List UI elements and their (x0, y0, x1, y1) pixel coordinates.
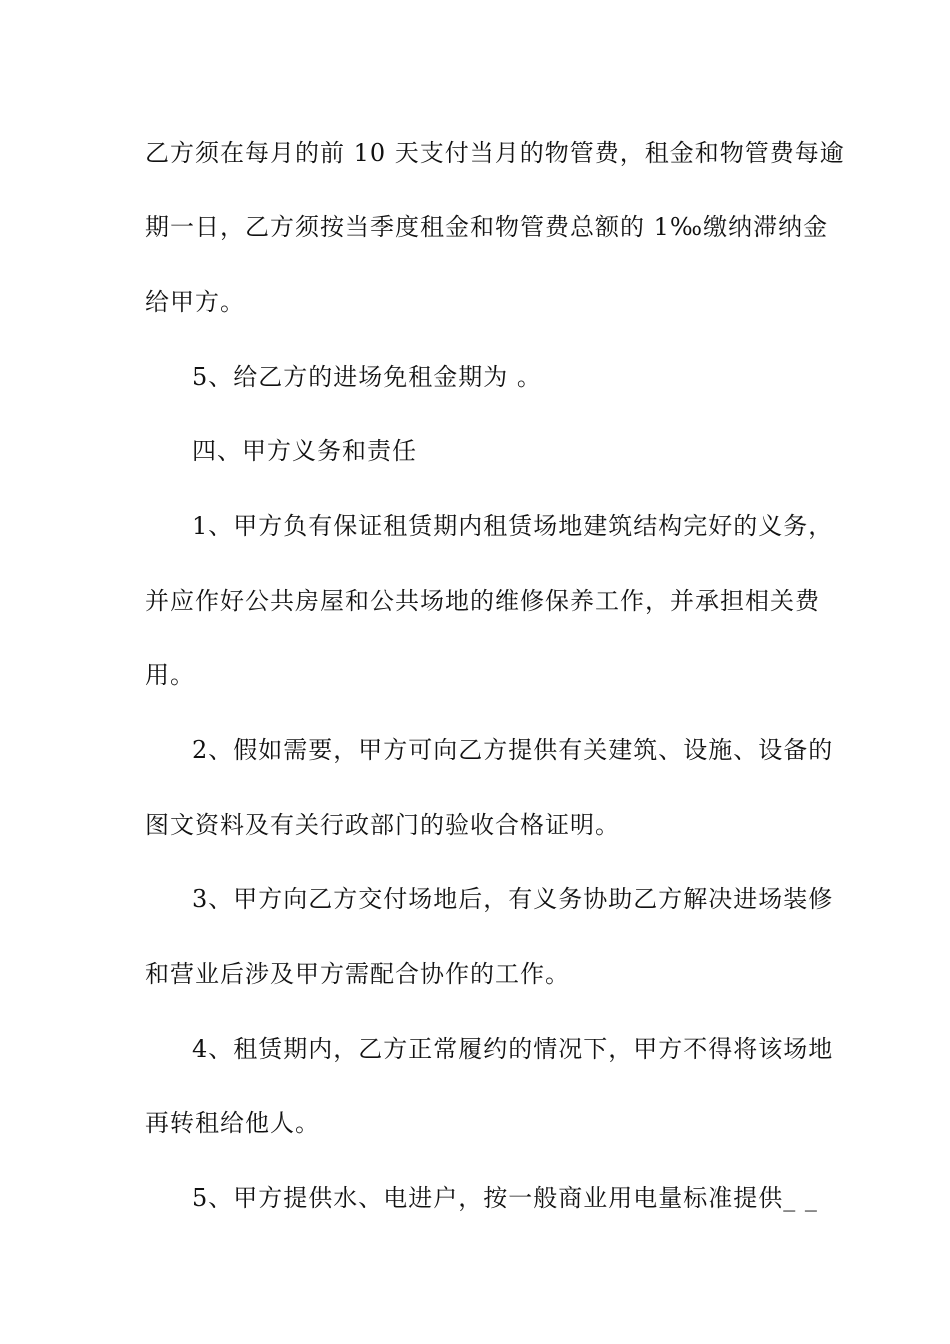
text-line: 2、假如需要，甲方可向乙方提供有关建筑、设施、设备的 (192, 736, 834, 764)
text-line: 给甲方。 (145, 288, 245, 316)
text-line: 用。 (145, 661, 195, 689)
text-line: 和营业后涉及甲方需配合协作的工作。 (145, 960, 570, 988)
text-line: 乙方须在每月的前 10 天支付当月的物管费，租金和物管费每逾 (145, 139, 845, 167)
text-line: 4、租赁期内，乙方正常履约的情况下，甲方不得将该场地 (192, 1035, 834, 1063)
text-line: 图文资料及有关行政部门的验收合格证明。 (145, 811, 620, 839)
text-line: 并应作好公共房屋和公共场地的维修保养工作，并承担相关费 (145, 587, 820, 615)
text-line: 3、甲方向乙方交付场地后，有义务协助乙方解决进场装修 (192, 885, 834, 913)
text-line: 5、给乙方的进场免租金期为 。 (192, 363, 542, 391)
section-heading: 四、甲方义务和责任 (192, 437, 417, 465)
text-line: 再转租给他人。 (145, 1109, 320, 1137)
text-line: 1、甲方负有保证租赁期内租赁场地建筑结构完好的义务， (192, 512, 834, 540)
text-line: 期一日，乙方须按当季度租金和物管费总额的 1‰缴纳滞纳金 (145, 213, 829, 241)
text-line: 5、甲方提供水、电进户，按一般商业用电量标准提供_ _ (192, 1184, 818, 1212)
